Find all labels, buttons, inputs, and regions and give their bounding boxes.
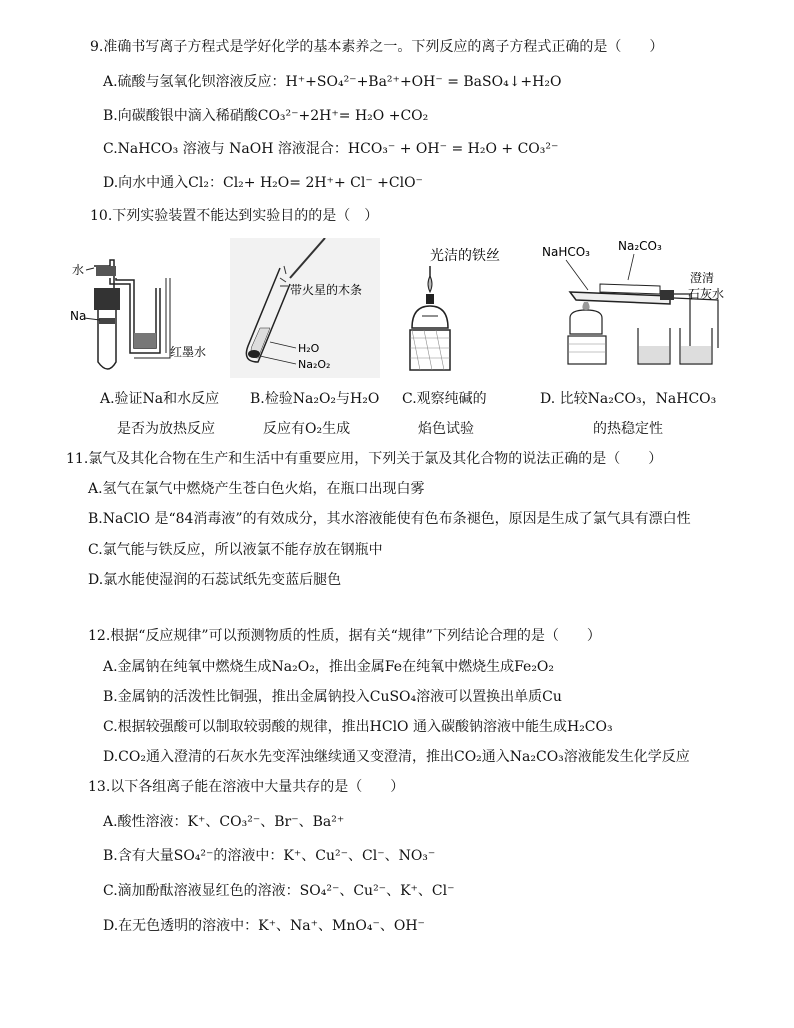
figure-a-water-label: 水 bbox=[72, 263, 85, 277]
figure-c-wire-label: 光洁的铁丝 bbox=[430, 248, 500, 264]
q11-stem: 11.氯气及其化合物在生产和生活中有重要应用，下列关于氯及其化合物的说法正确的是（ ） bbox=[66, 451, 663, 467]
figure-d-nahco3-label: NaHCO₃ bbox=[542, 245, 590, 259]
q13-option-b[interactable]: B.含有大量SO₄²⁻的溶液中：K⁺、Cu²⁻、Cl⁻、NO₃⁻ bbox=[103, 848, 436, 864]
q12-stem: 12.根据“反应规律”可以预测物质的性质，据有关“规律”下列结论合理的是（ ） bbox=[88, 628, 601, 644]
figure-d-caption-line2: 的热稳定性 bbox=[593, 421, 663, 437]
figure-b-caption-line2: 反应有O₂生成 bbox=[263, 421, 351, 437]
figure-c-caption-line2: 焰色试验 bbox=[418, 421, 474, 437]
figure-c-flame-test bbox=[400, 238, 530, 378]
figure-d-limewater-label-2: 石灰水 bbox=[688, 287, 725, 301]
q11-option-d[interactable]: D.氯水能使湿润的石蕊试纸先变蓝后腿色 bbox=[88, 572, 342, 588]
figure-b-caption-line1[interactable]: B.检验Na₂O₂与H₂O bbox=[250, 391, 380, 407]
q11-option-c[interactable]: C.氯气能与铁反应，所以液氯不能存放在钢瓶中 bbox=[88, 542, 383, 558]
figure-a-ink-label: 红墨水 bbox=[170, 345, 207, 359]
figure-b-na2o2-oxygen-test bbox=[230, 238, 380, 378]
figure-d-limewater-label-1: 澄清 bbox=[690, 271, 715, 285]
figure-d-thermal-stability bbox=[540, 238, 740, 378]
q12-option-d[interactable]: D.CO₂通入澄清的石灰水先变浑浊继续通又变澄清，推出CO₂通入Na₂CO₃溶液能发生化学反应 bbox=[103, 749, 690, 765]
q9-option-d[interactable]: D.向水中通入Cl₂：Cl₂+ H₂O= 2H⁺+ Cl⁻ +ClO⁻ bbox=[103, 175, 423, 191]
figure-a-na-water-exothermic bbox=[70, 238, 220, 378]
q11-option-b[interactable]: B.NaClO 是“84消毒液”的有效成分，其水溶液能使有色布条褪色，原因是生成了氯气具有漂白性 bbox=[88, 511, 691, 527]
figure-b-na2o2-label: Na₂O₂ bbox=[298, 358, 331, 371]
q9-option-a[interactable]: A.硫酸与氢氧化钡溶液反应：H⁺+SO₄²⁻+Ba²⁺+OH⁻ = BaSO₄↓+H₂O bbox=[103, 74, 562, 90]
q12-option-c[interactable]: C.根据较强酸可以制取较弱酸的规律，推出HClO 通入碳酸钠溶液中能生成H₂CO₃ bbox=[103, 719, 613, 735]
q12-option-b[interactable]: B.金属钠的活泼性比铜强，推出金属钠投入CuSO₄溶液可以置换出单质Cu bbox=[103, 689, 562, 705]
figure-a-caption-line1[interactable]: A.验证Na和水反应 bbox=[100, 391, 220, 407]
q11-option-a[interactable]: A.氢气在氯气中燃烧产生苍白色火焰，在瓶口出现白雾 bbox=[88, 481, 425, 497]
q13-option-c[interactable]: C.滴加酚酞溶液显红色的溶液：SO₄²⁻、Cu²⁻、K⁺、Cl⁻ bbox=[103, 883, 455, 899]
q10-stem: 10.下列实验装置不能达到实验目的的是（ ） bbox=[90, 208, 379, 224]
q9-option-b[interactable]: B.向碳酸银中滴入稀硝酸CO₃²⁻+2H⁺= H₂O +CO₂ bbox=[103, 108, 429, 124]
figure-c-caption-line1[interactable]: C.观察纯碱的 bbox=[402, 391, 487, 407]
q9-option-c[interactable]: C.NaHCO₃ 溶液与 NaOH 溶液混合：HCO₃⁻ + OH⁻ = H₂O + CO₃²⁻ bbox=[103, 141, 559, 157]
figure-a-caption-line2: 是否为放热反应 bbox=[117, 421, 215, 437]
q9-stem: 9.准确书写离子方程式是学好化学的基本素养之一。下列反应的离子方程式正确的是（ ） bbox=[90, 39, 664, 55]
q12-option-a[interactable]: A.金属钠在纯氧中燃烧生成Na₂O₂，推出金属Fe在纯氧中燃烧生成Fe₂O₂ bbox=[103, 659, 555, 675]
figure-d-na2co3-label: Na₂CO₃ bbox=[618, 239, 662, 253]
q13-option-d[interactable]: D.在无色透明的溶液中：K⁺、Na⁺、MnO₄⁻、OH⁻ bbox=[103, 918, 425, 934]
figure-a-na-label: Na bbox=[70, 309, 87, 323]
figure-d-caption-line1[interactable]: D. 比较Na₂CO₃，NaHCO₃ bbox=[540, 391, 717, 407]
figure-b-h2o-label: H₂O bbox=[298, 342, 320, 355]
q13-stem: 13.以下各组离子能在溶液中大量共存的是（ ） bbox=[88, 779, 405, 795]
q13-option-a[interactable]: A.酸性溶液：K⁺、CO₃²⁻、Br⁻、Ba²⁺ bbox=[103, 814, 345, 830]
figure-b-stick-label: 带火星的木条 bbox=[290, 283, 363, 297]
